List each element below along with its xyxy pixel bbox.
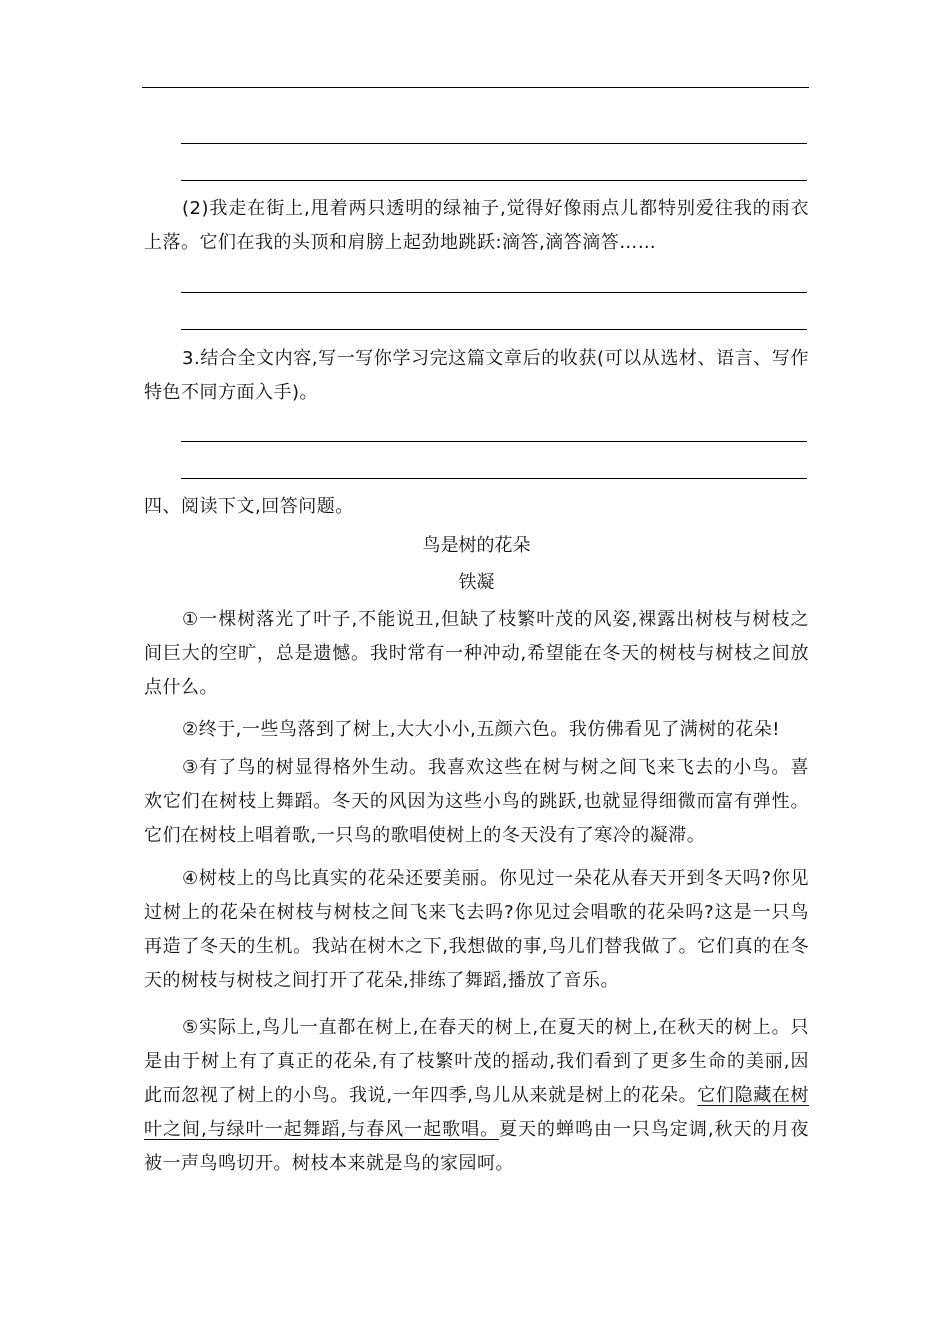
question-3: 3.结合全文内容,写一写你学习完这篇文章后的收获(可以从选材、语言、写作特色不同方面入手)。 bbox=[144, 348, 809, 403]
paragraph-3: ③有了鸟的树显得格外生动。我喜欢这些在树与树之间飞来飞去的小鸟。喜欢它们在树枝上舞蹈。冬天的风因为这些小鸟的跳跃,也就显得细微而富有弹性。它们在树枝上唱着歌,一只鸟的歌唱使树上的冬天没有了寒冷的凝滞。 bbox=[144, 757, 809, 846]
paragraph-5-underlined: 它们隐藏在树叶之间,与绿叶一起舞蹈,与春风一起歌唱。 bbox=[144, 1085, 809, 1140]
answer-line[interactable] bbox=[181, 441, 807, 442]
answer-line[interactable] bbox=[181, 143, 807, 144]
answer-line[interactable] bbox=[181, 292, 807, 293]
question-2-item: (2)我走在街上,甩着两只透明的绿袖子,觉得好像雨点儿都特别爱往我的雨衣上落。它们在我的头顶和肩膀上起劲地跳跃:滴答,滴答滴答…… bbox=[144, 198, 809, 253]
article-author: 铁凝 bbox=[458, 572, 495, 593]
answer-line[interactable] bbox=[181, 478, 807, 479]
paragraph-5 bbox=[144, 1011, 809, 1181]
paragraph-1: ①一棵树落光了叶子,不能说丑,但缺了枝繁叶茂的风姿,裸露出树枝与树枝之间巨大的空旷，总是遗憾。我时常有一种冲动,希望能在冬天的树枝与树枝之间放点什么。 bbox=[144, 609, 809, 698]
page-header-rule bbox=[142, 87, 809, 88]
section-4-heading: 四、阅读下文,回答问题。 bbox=[144, 496, 354, 517]
article-title: 鸟是树的花朵 bbox=[422, 535, 531, 556]
paragraph-4: ④树枝上的鸟比真实的花朵还要美丽。你见过一朵花从春天开到冬天吗?你见过树上的花朵在树枝与树枝之间飞来飞去吗?你见过会唱歌的花朵吗?这是一只鸟再造了冬天的生机。我站在树木之下,我想做的事,鸟儿们替我做了。它们真的在冬天的树枝与树枝之间打开了花朵,排练了舞蹈,播放了音乐。 bbox=[144, 868, 809, 991]
paragraph-5-text-end: 夏天的蝉鸣由一只鸟定调,秋天的月夜被一声鸟鸣切开。树枝本来就是鸟的家园呵。 bbox=[144, 1119, 809, 1174]
answer-line[interactable] bbox=[181, 180, 807, 181]
answer-line[interactable] bbox=[181, 329, 807, 330]
paragraph-2: ②终于,一些鸟落到了树上,大大小小,五颜六色。我仿佛看见了满树的花朵! bbox=[182, 719, 781, 740]
paragraph-5-text: ⑤实际上,鸟儿一直都在树上,在春天的树上,在夏天的树上,在秋天的树上。只是由于树上有了真正的花朵,有了枝繁叶茂的摇动,我们看到了更多生命的美丽,因此而忽视了树上的小鸟。我说,一年四季,鸟儿从来就是树上的花朵。 bbox=[144, 1017, 809, 1106]
